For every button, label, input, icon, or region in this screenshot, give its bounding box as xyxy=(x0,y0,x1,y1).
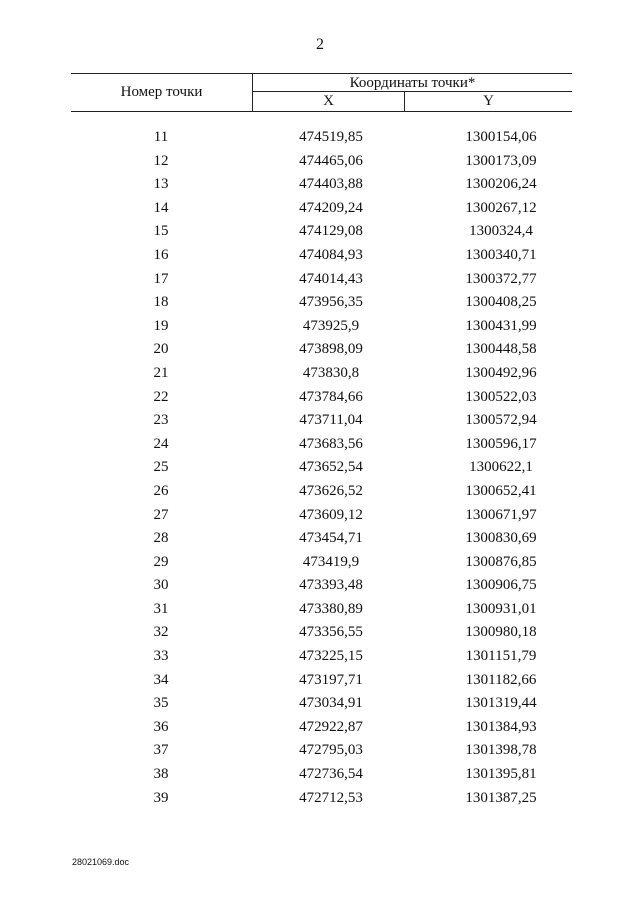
y-coordinate-cell: 1301387,25 xyxy=(465,789,537,806)
point-number-cell: 33 xyxy=(153,648,169,665)
x-coordinate-cell: 473652,54 xyxy=(299,459,363,476)
point-number-cell: 37 xyxy=(153,742,169,759)
point-number-cell: 16 xyxy=(153,246,169,263)
x-coordinate-cell: 474084,93 xyxy=(299,246,363,263)
x-coordinate-cell: 473784,66 xyxy=(299,388,363,405)
x-coordinate-cell: 474465,06 xyxy=(299,152,363,169)
point-number-cell: 12 xyxy=(153,152,169,169)
table-row xyxy=(71,409,572,433)
y-coordinate-cell: 1300572,94 xyxy=(465,412,537,429)
table-row xyxy=(71,197,572,221)
y-coordinate-cell: 1301182,66 xyxy=(465,671,537,688)
point-number-cell: 31 xyxy=(153,600,169,617)
y-coordinate-cell: 1300173,09 xyxy=(465,152,537,169)
table-row xyxy=(71,150,572,174)
y-coordinate-cell: 1300596,17 xyxy=(465,435,537,452)
table-row xyxy=(71,527,572,551)
x-coordinate-cell: 473956,35 xyxy=(299,294,363,311)
x-coordinate-cell: 474129,08 xyxy=(299,223,363,240)
x-coordinate-cell: 473356,55 xyxy=(299,624,363,641)
table-row xyxy=(71,787,572,811)
y-coordinate-cell: 1300154,06 xyxy=(465,129,537,145)
table-row xyxy=(71,456,572,480)
table-row xyxy=(71,739,572,763)
x-coordinate-cell: 473830,8 xyxy=(302,364,360,381)
y-coordinate-cell: 1301151,79 xyxy=(465,648,537,665)
point-number-cell: 15 xyxy=(153,223,169,240)
table-row xyxy=(71,386,572,410)
x-coordinate-cell: 473898,09 xyxy=(299,341,363,358)
y-coordinate-cell: 1300906,75 xyxy=(465,577,537,594)
table-row xyxy=(71,621,572,645)
header-coordinates: Координаты точки* xyxy=(253,74,572,92)
x-coordinate-cell: 474519,85 xyxy=(299,129,363,145)
y-coordinate-cell: 1300622,1 xyxy=(469,459,533,476)
point-number-cell: 11 xyxy=(153,129,169,145)
point-number-cell: 21 xyxy=(153,364,169,381)
table-row xyxy=(71,244,572,268)
table-row xyxy=(71,504,572,528)
point-number-cell: 28 xyxy=(153,530,169,547)
x-coordinate-cell: 473419,9 xyxy=(302,553,360,570)
y-coordinate-cell: 1300522,03 xyxy=(465,388,537,405)
table-row xyxy=(71,362,572,386)
x-coordinate-cell: 473380,89 xyxy=(299,600,363,617)
x-coordinate-cell: 474209,24 xyxy=(299,199,363,216)
table-row xyxy=(71,551,572,575)
x-coordinate-cell: 473609,12 xyxy=(299,506,363,523)
x-coordinate-cell: 473683,56 xyxy=(299,435,363,452)
point-number-cell: 20 xyxy=(153,341,169,358)
point-number-cell: 13 xyxy=(153,176,169,193)
table-row xyxy=(71,574,572,598)
point-number-cell: 14 xyxy=(153,199,169,216)
x-coordinate-cell: 474014,43 xyxy=(299,270,363,287)
y-coordinate-cell: 1300980,18 xyxy=(465,624,537,641)
document-filename: 28021069.doc xyxy=(72,857,130,867)
y-coordinate-cell: 1300206,24 xyxy=(465,176,537,193)
x-coordinate-cell: 473925,9 xyxy=(302,317,360,334)
x-coordinate-cell: 473454,71 xyxy=(299,530,363,547)
y-coordinate-cell: 1300340,71 xyxy=(465,246,537,263)
x-coordinate-cell: 472922,87 xyxy=(299,718,363,735)
point-number-cell: 17 xyxy=(153,270,169,287)
x-coordinate-cell: 472712,53 xyxy=(299,789,363,806)
y-coordinate-cell: 1300876,85 xyxy=(465,553,537,570)
x-coordinate-cell: 473711,04 xyxy=(299,412,363,429)
table-row xyxy=(71,315,572,339)
table-row xyxy=(71,598,572,622)
y-coordinate-cell: 1300431,99 xyxy=(465,317,537,334)
y-coordinate-cell: 1300267,12 xyxy=(465,199,537,216)
table-row xyxy=(71,480,572,504)
table-body xyxy=(71,126,572,810)
table-row xyxy=(71,291,572,315)
y-coordinate-cell: 1300448,58 xyxy=(465,341,537,358)
y-coordinate-cell: 1300830,69 xyxy=(465,530,537,547)
point-number-cell: 32 xyxy=(153,624,169,641)
x-coordinate-cell: 473225,15 xyxy=(299,648,363,665)
point-number-cell: 36 xyxy=(153,718,169,735)
point-number-cell: 25 xyxy=(153,459,169,476)
y-coordinate-cell: 1301398,78 xyxy=(465,742,537,759)
point-number-cell: 30 xyxy=(153,577,169,594)
point-number-cell: 26 xyxy=(153,482,169,499)
table-row xyxy=(71,645,572,669)
y-coordinate-cell: 1300652,41 xyxy=(465,482,537,499)
point-number-cell: 29 xyxy=(153,553,169,570)
point-number-cell: 39 xyxy=(153,789,169,806)
x-coordinate-cell: 474403,88 xyxy=(299,176,363,193)
x-coordinate-cell: 472736,54 xyxy=(299,766,363,783)
table-row xyxy=(71,173,572,197)
table-row xyxy=(71,763,572,787)
y-coordinate-cell: 1301395,81 xyxy=(465,766,537,783)
point-number-cell: 18 xyxy=(153,294,169,311)
point-number-cell: 23 xyxy=(153,412,169,429)
y-coordinate-cell: 1300324,4 xyxy=(469,223,533,240)
header-x: X xyxy=(253,92,405,111)
point-number-cell: 27 xyxy=(153,506,169,523)
y-coordinate-cell: 1300671,97 xyxy=(465,506,537,523)
table-row xyxy=(71,126,572,150)
x-coordinate-cell: 473197,71 xyxy=(299,671,363,688)
table-row xyxy=(71,268,572,292)
x-coordinate-cell: 473393,48 xyxy=(299,577,363,594)
y-coordinate-cell: 1300931,01 xyxy=(465,600,537,617)
point-number-cell: 34 xyxy=(153,671,169,688)
y-coordinate-cell: 1300408,25 xyxy=(465,294,537,311)
y-coordinate-cell: 1301384,93 xyxy=(465,718,537,735)
point-number-cell: 38 xyxy=(153,766,169,783)
table-header xyxy=(71,73,572,112)
x-coordinate-cell: 473626,52 xyxy=(299,482,363,499)
x-coordinate-cell: 472795,03 xyxy=(299,742,363,759)
header-point-number: Номер точки xyxy=(71,74,253,111)
table-row xyxy=(71,220,572,244)
table-row xyxy=(71,716,572,740)
y-coordinate-cell: 1300372,77 xyxy=(465,270,537,287)
y-coordinate-cell: 1301319,44 xyxy=(465,695,537,712)
page-number: 2 xyxy=(316,36,324,53)
table-row xyxy=(71,433,572,457)
x-coordinate-cell: 473034,91 xyxy=(299,695,363,712)
table-row xyxy=(71,338,572,362)
point-number-cell: 19 xyxy=(153,317,169,334)
table-row xyxy=(71,692,572,716)
y-coordinate-cell: 1300492,96 xyxy=(465,364,537,381)
header-y: Y xyxy=(483,93,494,109)
table-row xyxy=(71,669,572,693)
point-number-cell: 35 xyxy=(153,695,169,712)
point-number-cell: 22 xyxy=(153,388,169,405)
point-number-cell: 24 xyxy=(153,435,169,452)
